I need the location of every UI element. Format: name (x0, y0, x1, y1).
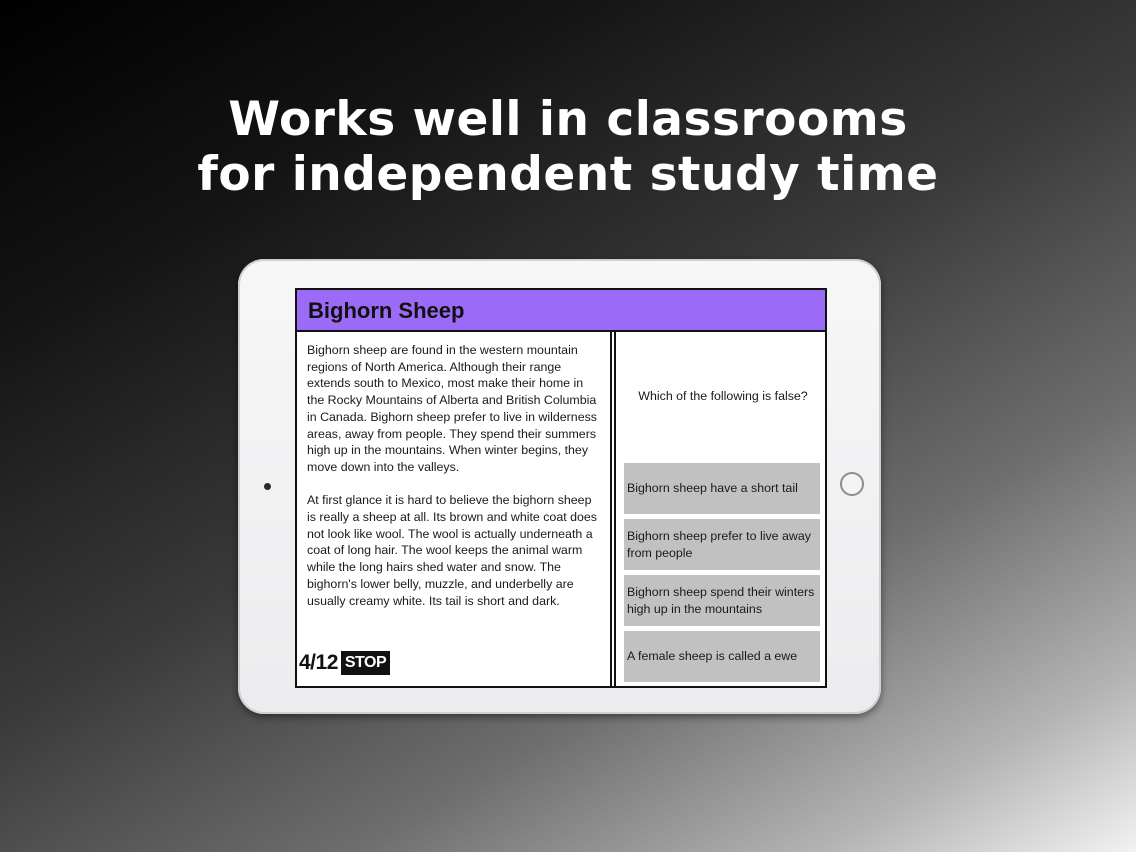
tablet-device (238, 259, 881, 714)
lesson-title-bar (297, 290, 825, 332)
answer-option[interactable] (624, 463, 820, 514)
home-button[interactable] (840, 472, 864, 496)
tablet-screen (295, 288, 827, 688)
answer-option-label: Bighorn sheep prefer to live away from people (627, 529, 811, 560)
camera-icon (264, 483, 271, 490)
column-divider (610, 332, 616, 688)
answer-option-label: A female sheep is called a ewe (627, 649, 798, 664)
reading-passage (307, 342, 601, 626)
headline-line-1: Works well in classrooms (228, 92, 908, 147)
page-counter (299, 651, 390, 675)
stop-badge: STOP (341, 651, 390, 675)
headline (0, 92, 1136, 202)
quiz-question: Which of the following is false? (638, 389, 808, 403)
passage-paragraph: Bighorn sheep are found in the western mountain regions of North America. Although their range extends south to Mexico, most make their home in the Rocky Mountains of Alberta and British Columbia in Canada. Bighorn sheep prefer to live in wilderness areas, away from people. They spend their summers high up in the mountains. When winter begins, they move down into the valleys. (307, 343, 597, 474)
answer-option-label: Bighorn sheep spend their winters high up in the mountains (627, 585, 815, 616)
answer-option-label: Bighorn sheep have a short tail (627, 481, 798, 496)
page-number: 4/12 (299, 651, 338, 674)
answer-option[interactable] (624, 575, 820, 626)
answer-option[interactable] (624, 519, 820, 570)
answer-option[interactable] (624, 631, 820, 682)
passage-paragraph: At first glance it is hard to believe the bighorn sheep is really a sheep at all. Its brown and white coat does not look like wool. The wool is actually underneath a coat of long hair. The wool keeps the animal warm while the long hairs shed water and snow. The bighorn's lower belly, muzzle, and underbelly are usually creamy white. Its tail is short and dark. (307, 493, 597, 608)
lesson-title: Bighorn Sheep (308, 298, 465, 323)
headline-line-2: for independent study time (197, 147, 939, 202)
